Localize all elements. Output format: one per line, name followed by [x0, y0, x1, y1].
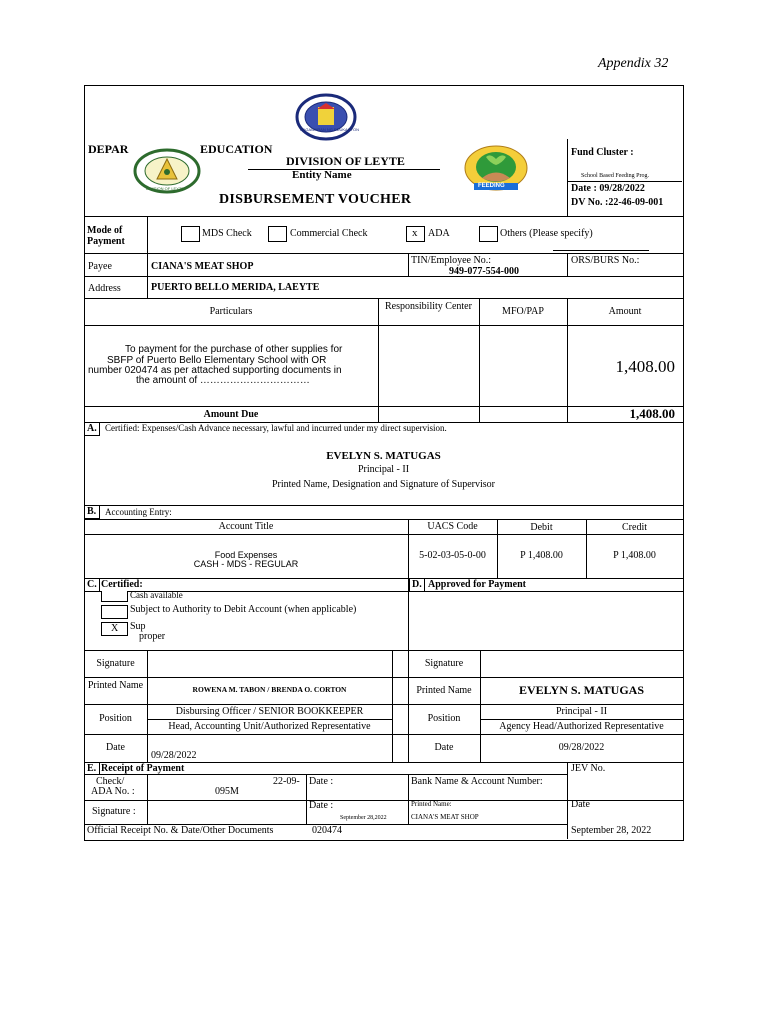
- rule: [84, 734, 683, 735]
- check-label: Check/: [96, 776, 125, 787]
- ada-checkbox[interactable]: x: [406, 226, 425, 242]
- supporting-docs-checkbox[interactable]: X: [101, 622, 128, 636]
- rule: [480, 719, 683, 720]
- cash-available-checkbox[interactable]: [101, 591, 128, 602]
- jev-date: September 28, 2022: [571, 825, 652, 836]
- division-name: DIVISION OF LEYTE: [286, 154, 405, 168]
- fund-cluster-line: [567, 181, 682, 182]
- particulars-line-3: number 020474 as per attached supporting documents in: [88, 365, 342, 376]
- rule: [84, 774, 568, 775]
- rule: [147, 719, 392, 720]
- c-position-label: Position: [99, 713, 132, 724]
- others-checkbox[interactable]: [479, 226, 498, 242]
- department-right: EDUCATION: [200, 142, 273, 156]
- amount-due-value: 1,408.00: [629, 406, 675, 421]
- receipt-date: September 28,2022: [340, 815, 387, 821]
- debit-authority-label: Subject to Authority to Debit Account (when applicable): [130, 604, 357, 615]
- section-d-marker: D.: [409, 578, 425, 592]
- particulars-line-2: SBFP of Puerto Bello Elementary School with OR: [107, 355, 327, 366]
- supervisor-caption: Printed Name, Designation and Signature of Supervisor: [271, 479, 495, 490]
- uacs-code: 5-02-03-05-0-00: [419, 550, 486, 561]
- receipt-printed-name: CIANA'S MEAT SHOP: [411, 813, 479, 821]
- voucher-date: Date : 09/28/2022: [571, 183, 645, 194]
- supporting-docs-label: Sup: [130, 621, 146, 632]
- mfo-pap-header: MFO/PAP: [502, 306, 544, 317]
- rule: [84, 216, 683, 217]
- c-printed-name: ROWENA M. TABON / BRENDA O. CORTON: [192, 685, 347, 694]
- d-date-label: Date: [434, 742, 454, 753]
- rule: [84, 505, 683, 506]
- particulars-amount: 1,408.00: [615, 357, 675, 376]
- rule: [84, 276, 683, 277]
- cash-available-label: Cash available: [130, 590, 183, 600]
- section-a-marker: A.: [84, 422, 100, 436]
- or-label: Official Receipt No. & Date/Other Documents: [87, 825, 274, 836]
- rule: [84, 253, 683, 254]
- credit-header: Credit: [622, 522, 647, 533]
- supervisor-name: EVELYN S. MATUGAS: [326, 450, 441, 462]
- rule: [408, 774, 409, 824]
- supervisor-designation: Principal - II: [357, 464, 410, 475]
- d-date: 09/28/2022: [558, 742, 605, 753]
- d-position-caption: Agency Head/Authorized Representative: [499, 721, 664, 732]
- d-position: Principal - II: [555, 706, 608, 717]
- c-date-label: Date: [106, 742, 125, 753]
- header-divider: [567, 139, 568, 216]
- c-position-caption: Head, Accounting Unit/Authorized Representative: [168, 721, 371, 732]
- amount-due-label: Amount Due: [203, 409, 259, 420]
- tin-value: 949-077-554-000: [449, 266, 519, 277]
- uacs-header: UACS Code: [427, 521, 478, 532]
- bank-label: Bank Name & Account Number:: [411, 776, 543, 787]
- mds-check-checkbox[interactable]: [181, 226, 200, 242]
- deped-seal-text: KAGAWARAN NG EDUKASYON: [300, 127, 360, 132]
- address-value: PUERTO BELLO MERIDA, LAEYTE: [151, 282, 320, 293]
- mode-label: Mode of Payment: [87, 225, 125, 247]
- commercial-check-checkbox[interactable]: [268, 226, 287, 242]
- section-d-label: Approved for Payment: [428, 579, 526, 590]
- section-a-text: Certified: Expenses/Cash Advance necessary, lawful and incurred under my direct supervision.: [105, 423, 447, 433]
- credit-amount: P 1,408.00: [613, 550, 656, 561]
- rule: [147, 774, 148, 824]
- section-b-marker: B.: [84, 505, 100, 519]
- deped-seal-icon: [295, 93, 360, 141]
- c-position: Disbursing Officer / SENIOR BOOKKEEPER: [175, 706, 364, 717]
- section-c-label: Certified:: [101, 579, 143, 590]
- check-number-2: 095M: [215, 786, 239, 797]
- c-date: 09/28/2022: [151, 750, 197, 761]
- debit-amount: P 1,408.00: [520, 550, 563, 561]
- receipt-printed-name-label: Printed Name:: [411, 800, 452, 808]
- feeding-logo-text: FEEDING: [478, 183, 505, 189]
- particulars-header: Particulars: [209, 306, 253, 317]
- payee-label: Payee: [88, 261, 112, 272]
- commercial-check-label: Commercial Check: [290, 228, 368, 239]
- receipt-date-label: Date :: [309, 800, 334, 811]
- rule: [84, 800, 683, 801]
- d-printed-name-label: Printed Name: [416, 685, 472, 696]
- others-label: Others (Please specify): [500, 228, 593, 239]
- d-printed-name: EVELYN S. MATUGAS: [518, 683, 645, 697]
- debit-authority-checkbox[interactable]: [101, 605, 128, 619]
- department-left: DEPAR: [88, 142, 129, 156]
- rule: [84, 578, 683, 579]
- ors-label: ORS/BURS No.:: [571, 255, 640, 266]
- account-title-header: Account Title: [218, 521, 274, 532]
- particulars-line-1: To payment for the purchase of other supplies for: [125, 344, 343, 355]
- d-position-label: Position: [427, 713, 461, 724]
- fund-cluster-label: Fund Cluster :: [571, 147, 634, 158]
- mds-check-label: MDS Check: [202, 228, 252, 239]
- or-value: 020474: [312, 825, 342, 836]
- rule: [84, 519, 683, 520]
- jev-label: JEV No.: [571, 763, 606, 774]
- check-number-1: 22-09-: [273, 776, 300, 787]
- section-c-marker: C.: [84, 578, 100, 592]
- rule: [306, 774, 307, 824]
- c-printed-name-label: Printed Name: [87, 680, 144, 691]
- section-b-label: Accounting Entry:: [105, 507, 172, 517]
- supporting-docs-proper: proper: [139, 631, 166, 642]
- section-e-label: Receipt of Payment: [101, 763, 185, 774]
- section-e-marker: E.: [84, 762, 100, 775]
- jev-date-label: Date: [571, 799, 590, 810]
- amount-header: Amount: [608, 306, 642, 317]
- rule: [147, 650, 148, 762]
- rule: [392, 650, 393, 762]
- rule: [84, 298, 683, 299]
- tin-label: TIN/Employee No.:: [411, 255, 491, 266]
- rule: [84, 650, 683, 651]
- debit-header: Debit: [530, 522, 553, 533]
- dv-number: DV No. :22-46-09-001: [571, 197, 664, 208]
- responsibility-center-header: Responsibility Center: [385, 301, 472, 312]
- rule: [84, 325, 683, 326]
- payee-value: CIANA'S MEAT SHOP: [151, 261, 254, 272]
- rule: [84, 677, 683, 678]
- check-date-label: Date :: [309, 776, 334, 787]
- account-title-line-1: Food Expenses: [214, 550, 278, 560]
- rule: [147, 216, 148, 253]
- particulars-line-4: the amount of ……………………………: [136, 375, 310, 386]
- voucher-title: DISBURSEMENT VOUCHER: [219, 192, 412, 207]
- d-signature-label: Signature: [424, 658, 464, 669]
- appendix-label: Appendix 32: [598, 56, 669, 71]
- c-signature-label: Signature: [96, 658, 135, 669]
- account-title-line-2: CASH - MDS - REGULAR: [193, 559, 299, 569]
- leyte-seal-text: DIVISION OF LEYTE: [146, 186, 185, 191]
- rule: [567, 253, 568, 276]
- rule: [84, 704, 683, 705]
- rule: [378, 298, 379, 422]
- rule: [408, 253, 409, 276]
- fund-cluster-value: School Based Feeding Prog.: [581, 173, 649, 179]
- receipt-signature-label: Signature :: [92, 806, 136, 817]
- ada-label: ADA: [428, 228, 450, 239]
- entity-label: Entity Name: [292, 169, 352, 181]
- others-specify-line: [553, 250, 649, 251]
- ada-no-label: ADA No. :: [91, 786, 135, 797]
- rule: [84, 534, 683, 535]
- address-label: Address: [88, 283, 121, 294]
